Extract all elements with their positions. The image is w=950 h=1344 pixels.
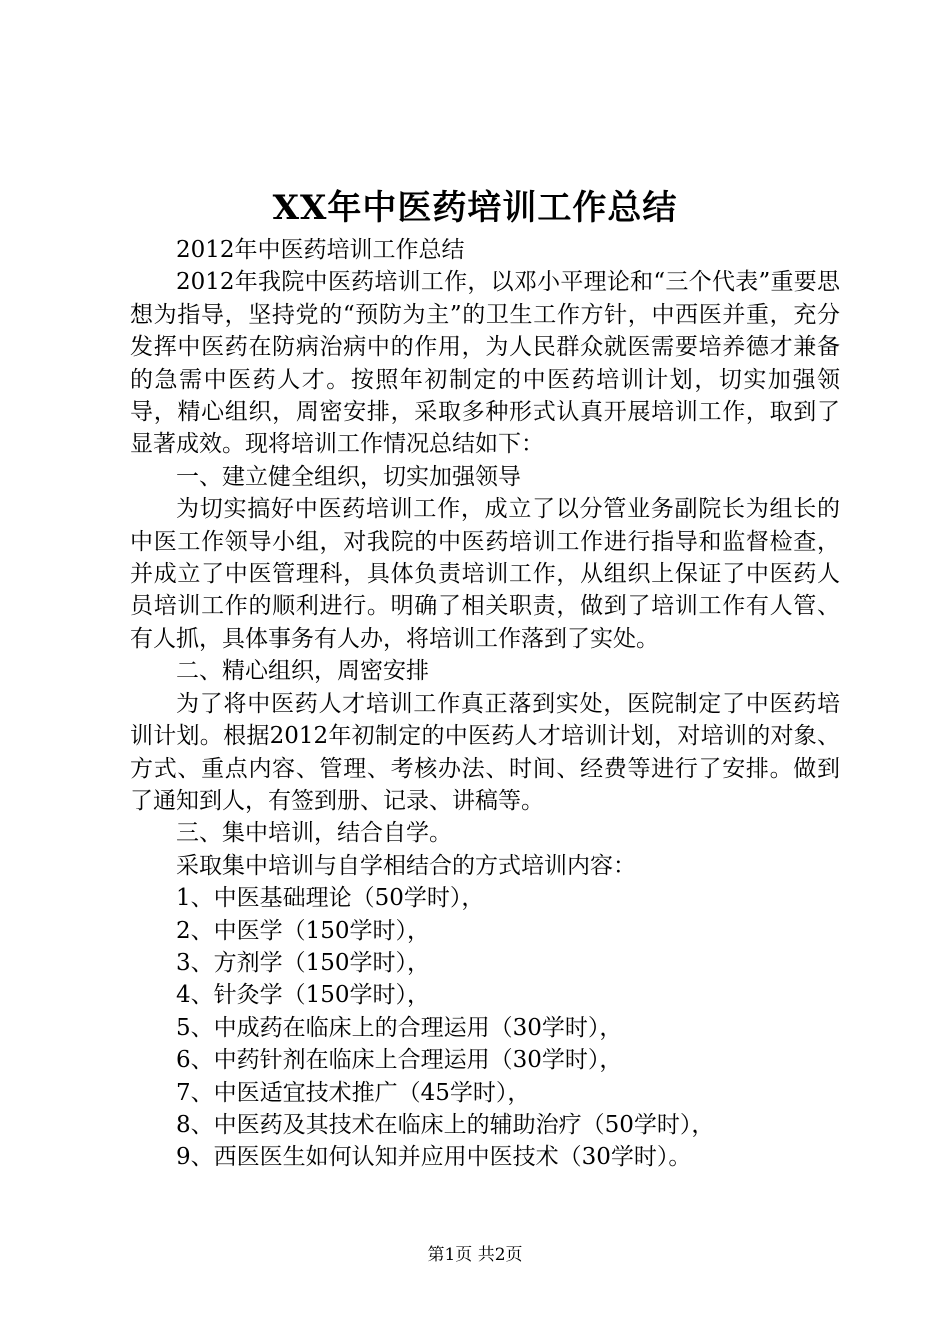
list-item: 8、中医药及其技术在临床上的辅助治疗（50学时）， (176, 1111, 715, 1138)
section-1-paragraph: 为切实搞好中医药培训工作，成立了以分管业务副院长为组长的中医工作领导小组，对我院的中医药培训工作进行指导和监督检查，并成立了中医管理科，具体负责培训工作，从组织上保证了中医药人员培训工作的顺利进行。明确了相关职责，做到了培训工作有人管、有人抓，具体事务有人办，将培训工作落到了实处。 (130, 496, 840, 652)
list-item: 6、中药针剂在临床上合理运用（30学时）， (176, 1047, 623, 1074)
document-title: XX年中医药培训工作总结 (272, 188, 678, 228)
section-3-heading: 三、集中培训，结合自学。 (176, 820, 452, 847)
subtitle: 2012年中医药培训工作总结 (176, 237, 465, 263)
list-item: 1、中医基础理论（50学时）， (176, 885, 485, 912)
list-item: 2、中医学（150学时）， (176, 917, 431, 944)
intro-paragraph: 2012年我院中医药培训工作，以邓小平理论和“三个代表”重要思想为指导，坚持党的“预防为主”的卫生工作方针，中西医并重，充分发挥中医药在防病治病中的作用，为人民群众就医需要培养德才兼备的急需中医药人才。按照年初制定的中医药培训计划，切实加强领导，精心组织，周密安排，采取多种形式认真开展培训工作，取到了显著成效。现将培训工作情况总结如下： (130, 269, 840, 458)
section-2-paragraph: 为了将中医药人才培训工作真正落到实处，医院制定了中医药培训计划。根据2012年初制定的中医药人才培训计划，对培训的对象、方式、重点内容、管理、考核办法、时间、经费等进行了安排。做到了通知到人，有签到册、记录、讲稿等。 (130, 690, 840, 814)
course-list (130, 882, 840, 1174)
list-item: 5、中成药在临床上的合理运用（30学时）， (176, 1014, 623, 1041)
section-1-heading: 一、建立健全组织，切实加强领导 (176, 463, 521, 490)
list-item: 9、西医医生如何认知并应用中医技术（30学时）。 (176, 1144, 692, 1171)
document-body (130, 234, 840, 1174)
list-item: 7、中医适宜技术推广（45学时）， (176, 1079, 531, 1106)
list-item: 3、方剂学（150学时）， (176, 949, 431, 976)
section-2-heading: 二、精心组织，周密安排 (176, 658, 429, 685)
list-item: 4、针灸学（150学时）， (176, 982, 431, 1009)
page-number-footer: 第1页 共2页 (427, 1245, 523, 1265)
section-3-intro: 采取集中培训与自学相结合的方式培训内容： (176, 852, 636, 879)
